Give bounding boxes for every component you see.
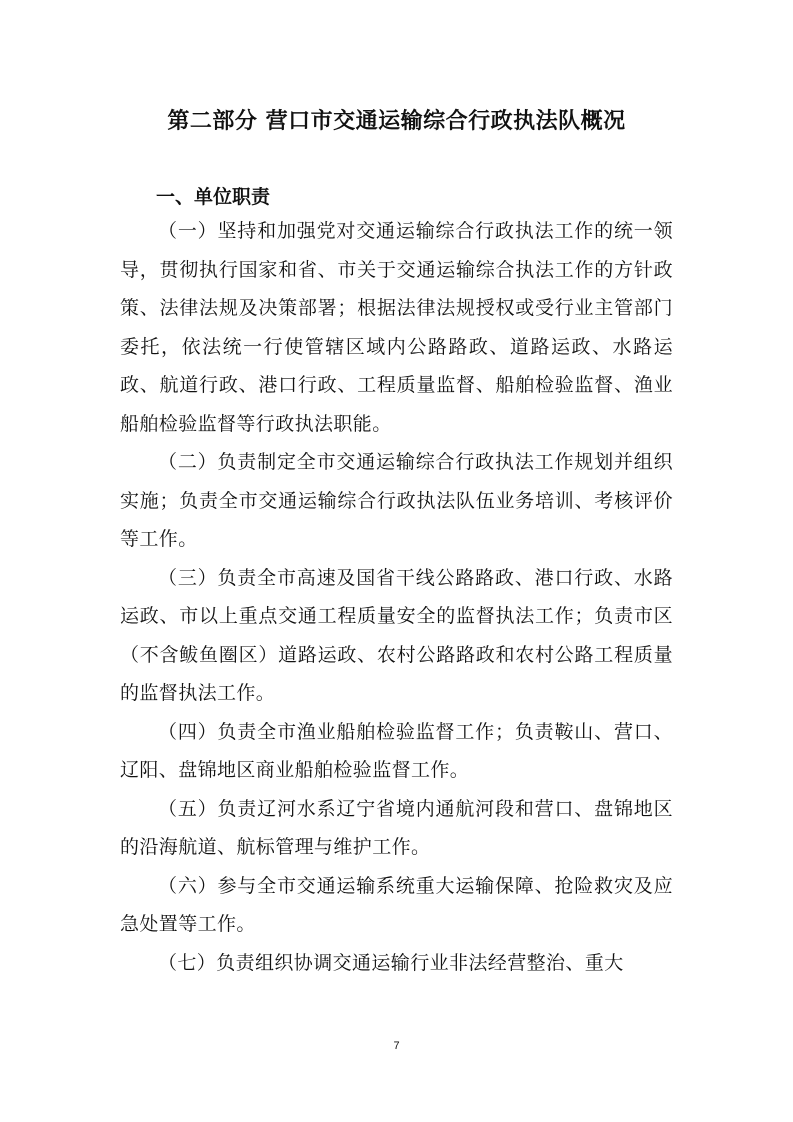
- paragraph-2: （二）负责制定全市交通运输综合行政执法工作规划并组织实施；负责全市交通运输综合行政执法队伍业务培训、考核评价等工作。: [120, 451, 673, 550]
- body-text: [120, 212, 673, 982]
- paragraph-6: （六）参与全市交通运输系统重大运输保障、抢险救灾及应急处置等工作。: [120, 874, 673, 935]
- page-number: 7: [393, 1040, 400, 1052]
- paragraph-1: （一）坚持和加强党对交通运输综合行政执法工作的统一领导，贯彻执行国家和省、市关于交通运输综合执法工作的方针政策、法律法规及决策部署；根据法律法规授权或受行业主管部门委托，依法统一行使管辖区域内公路路政、道路运政、水路运政、航道行政、港口行政、工程质量监督、船舶检验监督、渔业船舶检验监督等行政执法职能。: [120, 220, 673, 435]
- paragraph-5: （五）负责辽河水系辽宁省境内通航河段和营口、盘锦地区的沿海航道、航标管理与维护工作。: [120, 797, 673, 858]
- paragraph-3: （三）负责全市高速及国省干线公路路政、港口行政、水路运政、市以上重点交通工程质量安全的监督执法工作；负责市区（不含鲅鱼圈区）道路运政、农村公路路政和农村公路工程质量的监督执法工作。: [120, 566, 673, 704]
- page-title: 第二部分 营口市交通运输综合行政执法队概况: [167, 109, 626, 134]
- paragraph-7: （七）负责组织协调交通运输行业非法经营整治、重大: [158, 951, 624, 974]
- paragraph-4: （四）负责全市渔业船舶检验监督工作；负责鞍山、营口、辽阳、盘锦地区商业船舶检验监督工作。: [120, 720, 673, 781]
- section-heading: 一、单位职责: [156, 186, 271, 208]
